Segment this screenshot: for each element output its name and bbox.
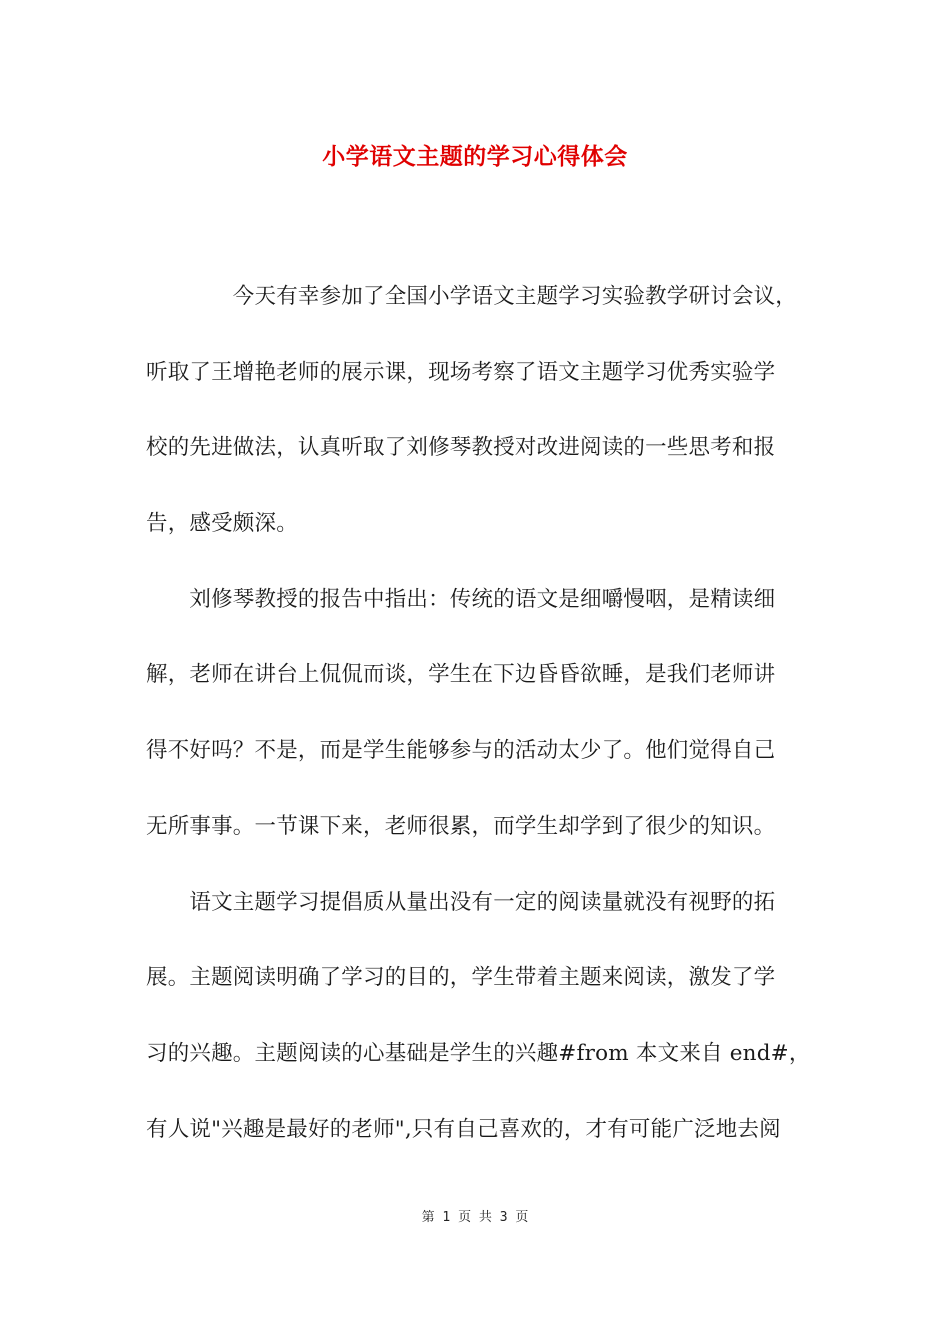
body-line: 语文主题学习提倡质从量出没有一定的阅读量就没有视野的拓 — [146, 889, 776, 915]
body-line: 无所事事。一节课下来，老师很累，而学生却学到了很少的知识。 — [146, 813, 776, 839]
body-line: 习的兴趣。主题阅读的心基础是学生的兴趣#from 本文来自 end#， — [146, 1040, 811, 1066]
body-line: 刘修琴教授的报告中指出：传统的语文是细嚼慢咽，是精读细 — [146, 586, 776, 612]
body-line: 听取了王增艳老师的展示课，现场考察了语文主题学习优秀实验学 — [146, 359, 776, 385]
body-line: 解，老师在讲台上侃侃而谈，学生在下边昏昏欲睡，是我们老师讲 — [146, 662, 776, 688]
body-line: 校的先进做法，认真听取了刘修琴教授对改进阅读的一些思考和报 — [146, 435, 776, 461]
body-line: 展。主题阅读明确了学习的目的，学生带着主题来阅读，激发了学 — [146, 965, 776, 991]
body-line: 告，感受颇深。 — [146, 511, 298, 537]
page-number-footer: 第 1 页 共 3 页 — [421, 1210, 529, 1225]
body-line: 今天有幸参加了全国小学语文主题学习实验教学研讨会议， — [146, 284, 798, 309]
body-line: 有人说"兴趣是最好的老师",只有自己喜欢的，才有可能广泛地去阅 — [146, 1116, 781, 1142]
body-line: 得不好吗？不是，而是学生能够参与的活动太少了。他们觉得自己 — [146, 738, 776, 764]
document-body — [146, 274, 810, 1182]
document-title: 小学语文主题的学习心得体会 — [322, 143, 628, 170]
